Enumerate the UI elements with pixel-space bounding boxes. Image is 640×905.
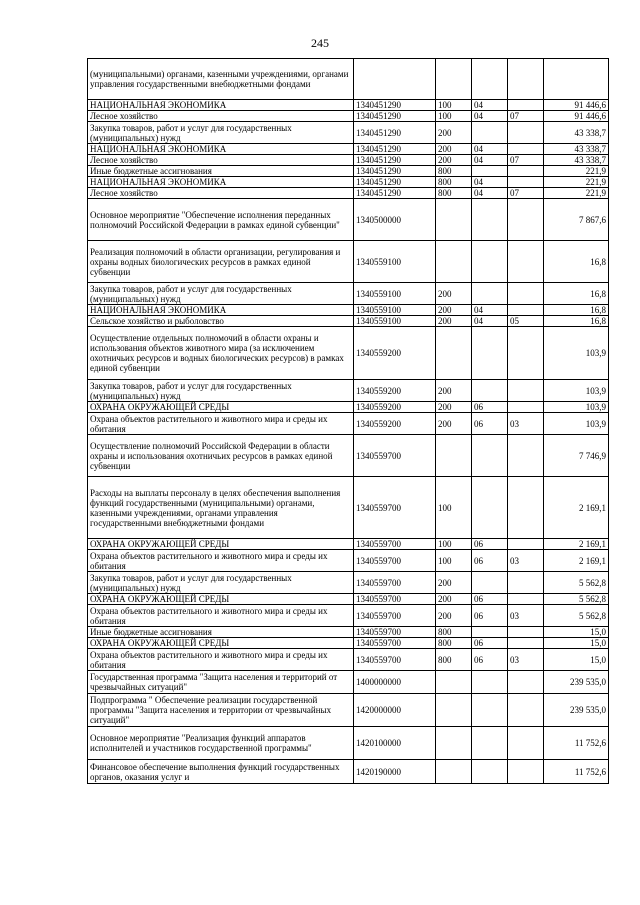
row-section-cell <box>472 327 508 380</box>
row-amount-cell: 103,9 <box>544 380 609 402</box>
table-row <box>88 649 609 671</box>
row-section-cell: 06 <box>472 638 508 649</box>
row-amount-cell: 16,8 <box>544 305 609 316</box>
row-name-cell: (муниципальными) органами, казенными учреждениями, органами управления государственными внебюджетными фондами <box>88 59 354 100</box>
row-code-cell: 1340559100 <box>354 305 436 316</box>
row-expense-type-cell <box>436 727 472 760</box>
row-expense-type-cell <box>436 199 472 241</box>
row-section-cell <box>472 166 508 177</box>
row-expense-type-cell: 800 <box>436 649 472 671</box>
row-name-cell: Подпрограмма " Обеспечение реализации государственной программы "Защита населения и территории от чрезвычайных ситуаций" <box>88 694 354 727</box>
row-subsection-cell <box>508 327 544 380</box>
row-expense-type-cell <box>436 435 472 477</box>
row-amount-cell: 16,8 <box>544 316 609 327</box>
row-subsection-cell <box>508 572 544 594</box>
row-subsection-cell <box>508 241 544 283</box>
row-name-cell: Осуществление отдельных полномочий в области охраны и использования объектов животного мира (за исключением охотничьих ресурсов и водных биологических ресурсов) в рамках единой субвенции <box>88 327 354 380</box>
row-expense-type-cell <box>436 59 472 100</box>
row-code-cell: 1340559200 <box>354 327 436 380</box>
row-code-cell: 1340559700 <box>354 477 436 539</box>
row-expense-type-cell: 800 <box>436 627 472 638</box>
row-subsection-cell <box>508 177 544 188</box>
row-section-cell <box>472 627 508 638</box>
row-name-cell: ОХРАНА ОКРУЖАЮЩЕЙ СРЕДЫ <box>88 594 354 605</box>
row-code-cell: 1420100000 <box>354 727 436 760</box>
table-row <box>88 539 609 550</box>
row-name-cell: НАЦИОНАЛЬНАЯ ЭКОНОМИКА <box>88 305 354 316</box>
row-name-cell: Закупка товаров, работ и услуг для государственных (муниципальных) нужд <box>88 122 354 144</box>
row-name-cell: Иные бюджетные ассигнования <box>88 166 354 177</box>
row-amount-cell <box>544 59 609 100</box>
row-subsection-cell <box>508 760 544 784</box>
table-row <box>88 188 609 199</box>
row-subsection-cell: 07 <box>508 111 544 122</box>
row-amount-cell: 15,0 <box>544 649 609 671</box>
row-amount-cell: 11 752,6 <box>544 760 609 784</box>
row-code-cell: 1340559100 <box>354 241 436 283</box>
row-amount-cell: 2 169,1 <box>544 539 609 550</box>
row-subsection-cell: 07 <box>508 188 544 199</box>
row-section-cell: 06 <box>472 550 508 572</box>
row-name-cell: Финансовое обеспечение выполнения функций государственных органов, оказания услуг и <box>88 760 354 784</box>
row-code-cell: 1400000000 <box>354 671 436 694</box>
row-code-cell: 1340559700 <box>354 539 436 550</box>
table-row <box>88 283 609 305</box>
row-subsection-cell: 03 <box>508 413 544 435</box>
row-amount-cell: 43 338,7 <box>544 122 609 144</box>
row-name-cell: Расходы на выплаты персоналу в целях обеспечения выполнения функций государственными (муниципальными) органами, казенными учреждениями, органами управления государственными внебюджетными фондами <box>88 477 354 539</box>
row-amount-cell: 15,0 <box>544 627 609 638</box>
row-section-cell: 06 <box>472 539 508 550</box>
row-section-cell <box>472 283 508 305</box>
row-name-cell: ОХРАНА ОКРУЖАЮЩЕЙ СРЕДЫ <box>88 402 354 413</box>
row-name-cell: Основное мероприятие "Обеспечение исполнения переданных полномочий Российской Федерации в рамках единой субвенции" <box>88 199 354 241</box>
row-name-cell: Закупка товаров, работ и услуг для государственных (муниципальных) нужд <box>88 572 354 594</box>
table-row <box>88 100 609 111</box>
row-amount-cell: 16,8 <box>544 283 609 305</box>
table-row <box>88 727 609 760</box>
row-expense-type-cell: 200 <box>436 380 472 402</box>
row-subsection-cell <box>508 594 544 605</box>
row-amount-cell: 15,0 <box>544 638 609 649</box>
table-row <box>88 572 609 594</box>
row-name-cell: Лесное хозяйство <box>88 111 354 122</box>
budget-table <box>87 58 609 784</box>
row-expense-type-cell: 200 <box>436 594 472 605</box>
table-row <box>88 177 609 188</box>
row-section-cell <box>472 760 508 784</box>
row-section-cell <box>472 477 508 539</box>
table-row <box>88 111 609 122</box>
row-name-cell: Иные бюджетные ассигнования <box>88 627 354 638</box>
row-name-cell: Лесное хозяйство <box>88 188 354 199</box>
row-expense-type-cell: 200 <box>436 402 472 413</box>
row-code-cell: 1340559700 <box>354 594 436 605</box>
row-code-cell: 1340559700 <box>354 605 436 627</box>
row-name-cell: Лесное хозяйство <box>88 155 354 166</box>
row-subsection-cell <box>508 59 544 100</box>
row-amount-cell: 5 562,8 <box>544 605 609 627</box>
row-code-cell: 1340559100 <box>354 283 436 305</box>
table-row <box>88 380 609 402</box>
table-row <box>88 671 609 694</box>
row-code-cell: 1340559700 <box>354 550 436 572</box>
row-amount-cell: 91 446,6 <box>544 111 609 122</box>
table-row <box>88 413 609 435</box>
row-amount-cell: 221,9 <box>544 166 609 177</box>
row-section-cell: 06 <box>472 402 508 413</box>
row-expense-type-cell: 200 <box>436 316 472 327</box>
row-subsection-cell <box>508 671 544 694</box>
table-row <box>88 305 609 316</box>
row-subsection-cell <box>508 402 544 413</box>
row-code-cell: 1340559100 <box>354 316 436 327</box>
row-subsection-cell <box>508 727 544 760</box>
row-name-cell: Охрана объектов растительного и животного мира и среды их обитания <box>88 649 354 671</box>
row-section-cell: 04 <box>472 316 508 327</box>
row-subsection-cell: 03 <box>508 649 544 671</box>
row-section-cell <box>472 241 508 283</box>
table-row <box>88 760 609 784</box>
row-section-cell <box>472 727 508 760</box>
row-subsection-cell: 07 <box>508 155 544 166</box>
row-expense-type-cell: 800 <box>436 166 472 177</box>
row-expense-type-cell: 200 <box>436 305 472 316</box>
row-section-cell: 04 <box>472 305 508 316</box>
row-expense-type-cell: 200 <box>436 155 472 166</box>
row-amount-cell: 221,9 <box>544 177 609 188</box>
table-row <box>88 694 609 727</box>
row-code-cell: 1340500000 <box>354 199 436 241</box>
table-row <box>88 166 609 177</box>
row-subsection-cell <box>508 638 544 649</box>
table-row <box>88 402 609 413</box>
row-section-cell: 04 <box>472 155 508 166</box>
row-code-cell: 1420190000 <box>354 760 436 784</box>
row-subsection-cell <box>508 305 544 316</box>
row-section-cell: 04 <box>472 100 508 111</box>
row-amount-cell: 103,9 <box>544 327 609 380</box>
budget-table-body <box>88 59 609 784</box>
row-subsection-cell: 03 <box>508 550 544 572</box>
row-code-cell <box>354 59 436 100</box>
row-expense-type-cell: 800 <box>436 177 472 188</box>
row-expense-type-cell: 100 <box>436 539 472 550</box>
row-subsection-cell <box>508 380 544 402</box>
row-code-cell: 1340451290 <box>354 100 436 111</box>
row-expense-type-cell: 100 <box>436 111 472 122</box>
row-subsection-cell <box>508 283 544 305</box>
row-expense-type-cell <box>436 694 472 727</box>
table-row <box>88 477 609 539</box>
row-section-cell: 04 <box>472 144 508 155</box>
row-section-cell <box>472 435 508 477</box>
row-section-cell: 04 <box>472 188 508 199</box>
table-row <box>88 122 609 144</box>
row-expense-type-cell <box>436 671 472 694</box>
row-code-cell: 1340559200 <box>354 402 436 413</box>
row-amount-cell: 2 169,1 <box>544 550 609 572</box>
row-amount-cell: 91 446,6 <box>544 100 609 111</box>
row-amount-cell: 5 562,8 <box>544 572 609 594</box>
row-expense-type-cell <box>436 327 472 380</box>
row-subsection-cell: 05 <box>508 316 544 327</box>
row-name-cell: НАЦИОНАЛЬНАЯ ЭКОНОМИКА <box>88 100 354 111</box>
row-expense-type-cell: 200 <box>436 283 472 305</box>
table-row <box>88 435 609 477</box>
row-subsection-cell <box>508 627 544 638</box>
row-code-cell: 1340559200 <box>354 413 436 435</box>
row-code-cell: 1340451290 <box>354 122 436 144</box>
row-name-cell: Закупка товаров, работ и услуг для государственных (муниципальных) нужд <box>88 380 354 402</box>
row-amount-cell: 7 746,9 <box>544 435 609 477</box>
row-subsection-cell <box>508 435 544 477</box>
row-subsection-cell <box>508 199 544 241</box>
row-code-cell: 1340559700 <box>354 638 436 649</box>
row-name-cell: Закупка товаров, работ и услуг для государственных (муниципальных) нужд <box>88 283 354 305</box>
row-amount-cell: 2 169,1 <box>544 477 609 539</box>
row-subsection-cell <box>508 539 544 550</box>
row-amount-cell: 239 535,0 <box>544 694 609 727</box>
row-amount-cell: 103,9 <box>544 402 609 413</box>
row-section-cell <box>472 199 508 241</box>
row-name-cell: Государственная программа "Защита населения и территорий от чрезвычайных ситуаций" <box>88 671 354 694</box>
table-row <box>88 594 609 605</box>
row-expense-type-cell: 800 <box>436 638 472 649</box>
row-amount-cell: 43 338,7 <box>544 155 609 166</box>
table-row <box>88 550 609 572</box>
row-section-cell <box>472 694 508 727</box>
row-expense-type-cell: 200 <box>436 572 472 594</box>
row-name-cell: Реализация полномочий в области организации, регулирования и охраны водных биологических ресурсов в рамках единой субвенции <box>88 241 354 283</box>
table-row <box>88 327 609 380</box>
row-name-cell: ОХРАНА ОКРУЖАЮЩЕЙ СРЕДЫ <box>88 638 354 649</box>
row-expense-type-cell: 200 <box>436 413 472 435</box>
row-expense-type-cell: 200 <box>436 122 472 144</box>
row-name-cell: Охрана объектов растительного и животного мира и среды их обитания <box>88 413 354 435</box>
row-name-cell: НАЦИОНАЛЬНАЯ ЭКОНОМИКА <box>88 144 354 155</box>
row-code-cell: 1340451290 <box>354 144 436 155</box>
row-code-cell: 1340451290 <box>354 166 436 177</box>
row-section-cell <box>472 671 508 694</box>
row-code-cell: 1420000000 <box>354 694 436 727</box>
row-code-cell: 1340559200 <box>354 380 436 402</box>
table-row <box>88 199 609 241</box>
table-row <box>88 316 609 327</box>
table-row <box>88 627 609 638</box>
row-amount-cell: 103,9 <box>544 413 609 435</box>
row-subsection-cell <box>508 122 544 144</box>
row-expense-type-cell: 200 <box>436 144 472 155</box>
row-code-cell: 1340559700 <box>354 572 436 594</box>
row-amount-cell: 43 338,7 <box>544 144 609 155</box>
row-code-cell: 1340451290 <box>354 111 436 122</box>
row-name-cell: Осуществление полномочий Российской Федерации в области охраны и использования охотничьих ресурсов в рамках единой субвенции <box>88 435 354 477</box>
row-code-cell: 1340451290 <box>354 177 436 188</box>
row-code-cell: 1340559700 <box>354 435 436 477</box>
row-expense-type-cell: 100 <box>436 477 472 539</box>
table-row <box>88 241 609 283</box>
row-section-cell <box>472 122 508 144</box>
row-section-cell <box>472 59 508 100</box>
row-section-cell: 04 <box>472 177 508 188</box>
row-amount-cell: 7 867,6 <box>544 199 609 241</box>
row-amount-cell: 221,9 <box>544 188 609 199</box>
table-row <box>88 155 609 166</box>
row-section-cell: 04 <box>472 111 508 122</box>
row-name-cell: Основное мероприятие "Реализация функций аппаратов исполнителей и участников государственной программы" <box>88 727 354 760</box>
row-expense-type-cell: 100 <box>436 100 472 111</box>
row-expense-type-cell <box>436 760 472 784</box>
row-subsection-cell: 03 <box>508 605 544 627</box>
table-row <box>88 144 609 155</box>
row-expense-type-cell: 100 <box>436 550 472 572</box>
row-name-cell: Сельское хозяйство и рыболовство <box>88 316 354 327</box>
row-section-cell <box>472 380 508 402</box>
row-subsection-cell <box>508 144 544 155</box>
row-subsection-cell <box>508 166 544 177</box>
row-amount-cell: 239 535,0 <box>544 671 609 694</box>
row-code-cell: 1340559700 <box>354 649 436 671</box>
row-amount-cell: 11 752,6 <box>544 727 609 760</box>
page-number: 245 <box>311 36 329 50</box>
row-amount-cell: 5 562,8 <box>544 594 609 605</box>
row-amount-cell: 16,8 <box>544 241 609 283</box>
table-row <box>88 605 609 627</box>
row-name-cell: Охрана объектов растительного и животного мира и среды их обитания <box>88 550 354 572</box>
row-section-cell: 06 <box>472 649 508 671</box>
row-expense-type-cell: 800 <box>436 188 472 199</box>
table-row <box>88 638 609 649</box>
row-section-cell: 06 <box>472 594 508 605</box>
row-section-cell <box>472 572 508 594</box>
row-code-cell: 1340559700 <box>354 627 436 638</box>
table-row <box>88 59 609 100</box>
row-section-cell: 06 <box>472 605 508 627</box>
row-subsection-cell <box>508 477 544 539</box>
row-name-cell: НАЦИОНАЛЬНАЯ ЭКОНОМИКА <box>88 177 354 188</box>
row-code-cell: 1340451290 <box>354 188 436 199</box>
row-name-cell: ОХРАНА ОКРУЖАЮЩЕЙ СРЕДЫ <box>88 539 354 550</box>
row-section-cell: 06 <box>472 413 508 435</box>
row-name-cell: Охрана объектов растительного и животного мира и среды их обитания <box>88 605 354 627</box>
row-code-cell: 1340451290 <box>354 155 436 166</box>
row-subsection-cell <box>508 100 544 111</box>
row-expense-type-cell <box>436 241 472 283</box>
row-subsection-cell <box>508 694 544 727</box>
row-expense-type-cell: 200 <box>436 605 472 627</box>
